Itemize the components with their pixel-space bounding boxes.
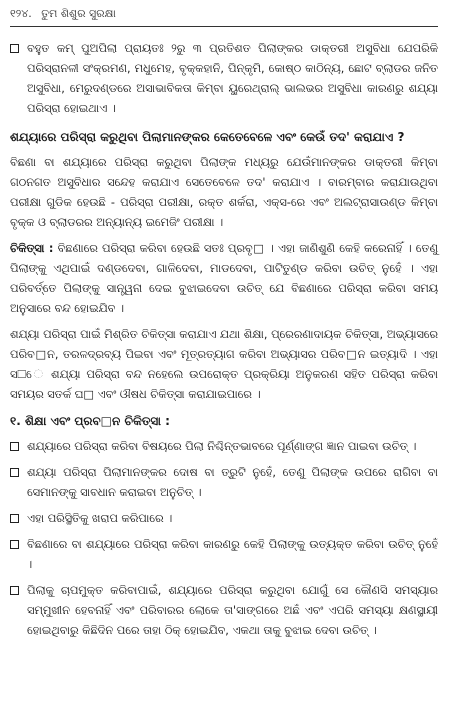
bullet-text: ଶଯ୍ୟାରେ ପରିସ୍ରା କରିବା ବିଷୟରେ ପିଲା ନିଶ୍ଚିନ୍ତଭାବରେ ପୂର୍ଣ୍ଣାଙ୍ଗ ଜ୍ଞାନ ପାଇବା ଉଚିତ୍ ।: [27, 440, 417, 453]
checkbox-bullet-icon: [10, 514, 19, 523]
checkbox-bullet-icon: [10, 540, 19, 549]
numbered-subheading: ୧. ଶିକ୍ଷା ଏବଂ ପ୍ରବ□ନ ଚିକିତ୍ସା :: [10, 414, 170, 428]
checkbox-bullet-icon: [10, 442, 19, 451]
document-page: [10, 7, 438, 647]
checkbox-bullet-icon: [10, 586, 19, 595]
treatment-paragraph: [10, 239, 438, 319]
bullet-item: [10, 581, 438, 641]
treatment-mixed-paragraph: ଶଯ୍ୟା ପରିସ୍ରା ପାଇଁ ମିଶ୍ରିତ ଚିକିତ୍ସା କରାଯାଏ ଯଥା ଶିକ୍ଷା, ପ୍ରେରଣାଦାୟକ ଚିକିତ୍ସା, ଅଭ୍ୟାସରେ ପରିବ□ନ, ତରଳଦ୍ରବ୍ୟ ପିଇବା ଏବଂ ମୂତ୍ରତ୍ୟାଗ କରିବା ଅଭ୍ୟାସର ପରିବ□ନ ଇତ୍ୟାଦି । ଏହା ସ□େ ଶଯ୍ୟା ପରିସ୍ରା ବନ୍ଦ ନହେଲେ ଉପରୋକ୍ତ ପ୍ରକ୍ରିୟା ଅନୁକରଣ ସହିତ ପରିସ୍ରା କରିବା ସମୟର ସତର୍କ ଘ□ ଏବଂ ଔଷଧ ଚିକିତ୍ସା କରାଯାଇପାରେ ।: [10, 328, 438, 401]
running-header: [10, 7, 438, 21]
section-paragraph: ବିଛଣା ବା ଶଯ୍ୟାରେ ପରିସ୍ରା କରୁଥିବା ପିଲାଙ୍କ ମଧ୍ୟରୁ ଯେଉଁମାନଙ୍କର ଡାକ୍ତରୀ କିମ୍ବା ଗଠନଗତ ଅସୁବିଧାର ସନ୍ଦେହ କରାଯାଏ ସେତେବେଳେ ତଦ' କରାଯାଏ । ବାରମ୍ବାର କରାଯାଉଥିବା ପରୀକ୍ଷା ଗୁଡିକ ହେଉଛି - ପରିସ୍ରା ପରୀକ୍ଷା, ରକ୍ତ ଶର୍କରା, ଏକ୍ସ-ରେ ଏବଂ ଅଲଟ୍ରାସାଉଣ୍ଡ କିମ୍ବା ବୃକ୍କ ଓ ବ୍ଲାଡରର ଅନ୍ୟାନ୍ୟ ଇମେଜିଂ ପରୀକ୍ଷା ।: [10, 156, 438, 229]
page-number: ୧୨୪.: [10, 7, 32, 20]
bullet-text: ପିଲାକୁ ଚାପମୁକ୍ତ କରିବାପାଇଁ, ଶଯ୍ୟାରେ ପରିସ୍ରା କରୁଥିବା ଯୋଗୁଁ ସେ କୌଣସି ସମସ୍ୟାର ସମ୍ମୁଖୀନ ହେବନାହିଁ ଏବଂ ପରିବାରର ଲୋକେ ତା'ସାଙ୍ଗରେ ଅଛଁ ଏବଂ ଏପରି ସମସ୍ୟା କ୍ଷଣସ୍ଥାୟୀ ହୋଇଥିବାରୁ କିଛିଦିନ ପରେ ତାହା ଠିକ୍ ହୋଇଯିବ, ଏକଥା ତାକୁ ବୁଝାଇ ଦେବା ଉଚିତ୍ ।: [27, 584, 438, 637]
bullet-text: ବିଛଣାରେ ବା ଶଯ୍ୟାରେ ପରିସ୍ରା କରିବା କାରଣରୁ କେହି ପିଲାଙ୍କୁ ଉତ୍ୟକ୍ତ କରିବା ଉଚିତ୍ ନୁହେଁ ।: [27, 538, 438, 571]
bullet-item: [10, 39, 438, 119]
bullet-item: [10, 509, 438, 529]
bullet-item: [10, 463, 438, 503]
checkbox-bullet-icon: [10, 468, 19, 477]
checkbox-bullet-icon: [10, 44, 19, 53]
treatment-lead: ଚିକିତ୍ସା :: [10, 242, 54, 255]
bullet-text: ଏହା ପରିସ୍ଥିତିକୁ ଖରାପ କରିପାରେ ।: [27, 512, 173, 525]
bullet-item: [10, 437, 438, 457]
section-heading: ଶଯ୍ୟାରେ ପରିସ୍ରା କରୁଥିବା ପିଲାମାନଙ୍କର କେତେବେଳେ ଏବଂ କେଉଁ ତଦ' କରାଯାଏ ?: [10, 130, 405, 144]
treatment-text: ବିଛଣାରେ ପରିସ୍ରା କରିବା ହେଉଛି ସତଃ ପ୍ରବୃ□ । ଏହା ଜାଣିଶୁଣି କେହି କରେନାହିଁ । ତେଣୁ ପିଲାଙ୍କୁ ଏଥିପାଇଁ ଦଣ୍ଡଦେବା, ଗାଳିଦେବା, ମାଡଦେବା, ପାଟିତୁଣ୍ଡ କରିବା ଉଚିତ୍ ନୁହେଁ । ଏହା ପରିବର୍ତ୍ତେ ପିଲାଙ୍କୁ ସାନ୍ତ୍ୱନା ଦେଇ ବୁଝାଇଦେବା ଉଚିତ୍ ଯେ ବିଛଣାରେ ପରିସ୍ରା କରିବା ସମୟ ଅନୁସାରେ ବନ୍ଦ ହୋଇଯିବ ।: [10, 242, 438, 315]
header-rule: [10, 26, 438, 27]
bullet-text: ବହୁତ କମ୍ ପୁଅପିଲା ପ୍ରାୟତଃ ୨ରୁ ୩ ପ୍ରତିଶତ ପିଲାଙ୍କର ଡାକ୍ତରୀ ଅସୁବିଧା ଯେପରିକି ପରିସ୍ରାନଳୀ ସଂକ୍ରମଣ, ମଧୁମେହ, ବୃକ୍କହାନି, ପିନ୍‌କୃମି, କୋଷ୍ଠ କାଠିନ୍ୟ, ଛୋଟ ବ୍ଲାଡର ଜନିତ ଅସୁବିଧା, ମେରୁଦଣ୍ଡରେ ଅସାଭାବିକତା କିମ୍ବା ୟୁରେଥ୍ରାଲ୍ ଭାଲଭର ଅସୁବିଧା କାରଣରୁ ଶଯ୍ୟା ପରିସ୍ରା ହୋଇଥାଏ ।: [27, 42, 438, 115]
bullet-text: ଶଯ୍ୟା ପରିସ୍ରା ପିଲାମାନଙ୍କର ଦୋଷ ବା ତ୍ରୁଟି ନୁହେଁ, ତେଣୁ ପିଲାଙ୍କ ଉପରେ ରାଗିବା ବା ସେମାନଙ୍କୁ ସାବଧାନ କରାଇବା ଅନୁଚିତ୍ ।: [27, 466, 438, 499]
book-title: ତୁମ ଶିଶୁର ସୁରକ୍ଷା: [41, 7, 116, 20]
bullet-item: [10, 535, 438, 575]
